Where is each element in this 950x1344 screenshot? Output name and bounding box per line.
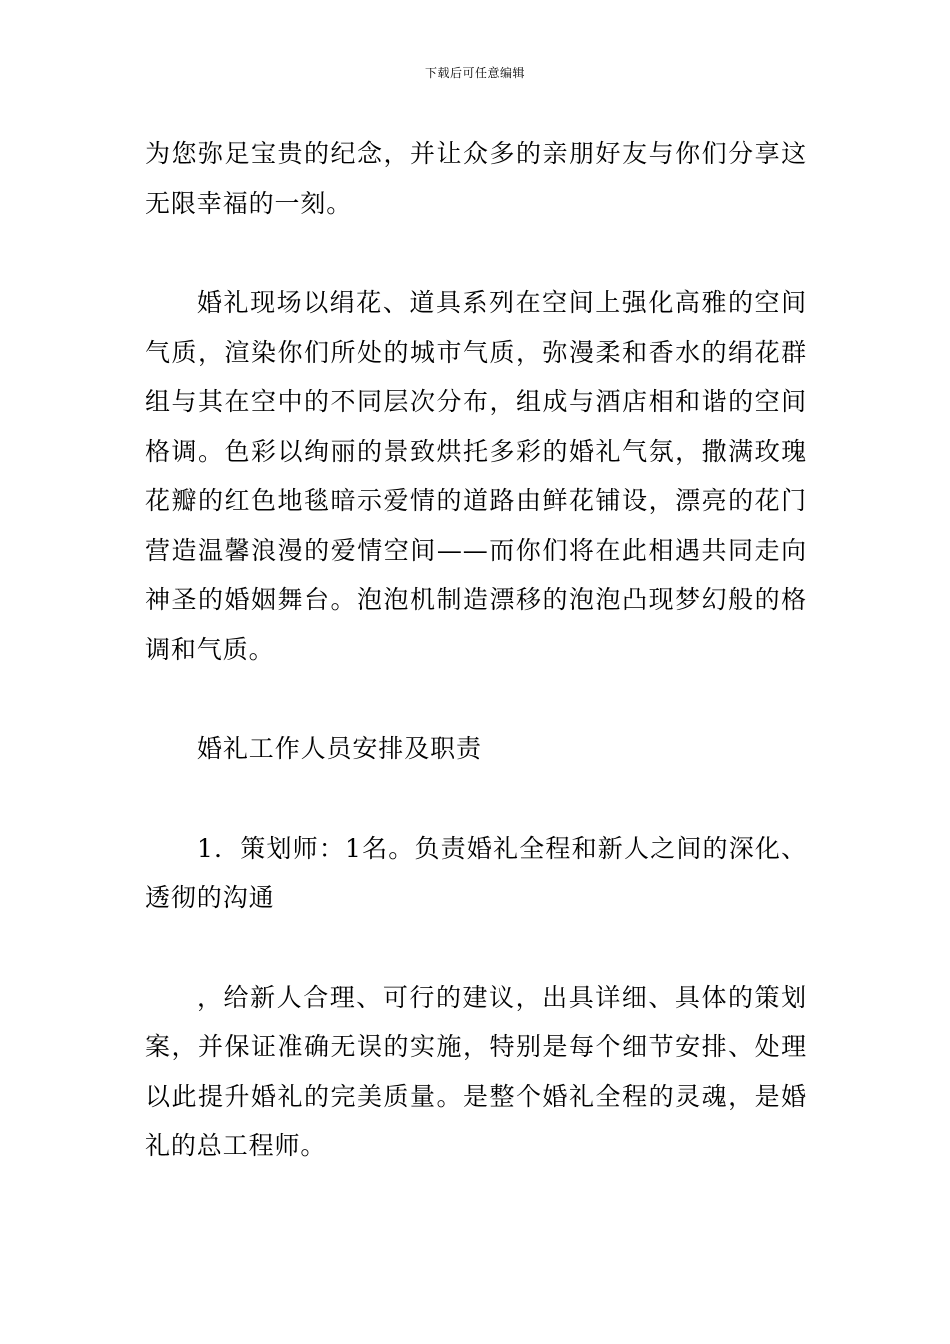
section-heading-staff: 婚礼工作人员安排及职责 (197, 734, 482, 763)
document-body (145, 129, 807, 1171)
paragraph-continuation: 为您弥足宝贵的纪念，并让众多的亲朋好友与你们分享这无限幸福的一刻。 (145, 139, 807, 218)
paragraph-planner-duties: ，给新人合理、可行的建议，出具详细、具体的策划案，并保证准确无误的实施，特别是每个细节安排、处理以此提升婚礼的完美质量。是整个婚礼全程的灵魂，是婚礼的总工程师。 (145, 982, 807, 1160)
paragraph-planner-item: 1．策划师：1名。负责婚礼全程和新人之间的深化、透彻的沟通 (145, 833, 807, 912)
page-header: 下载后可任意编辑 (424, 66, 525, 80)
paragraph-venue-decoration: 婚礼现场以绢花、道具系列在空间上强化高雅的空间气质，渲染你们所处的城市气质，弥漫柔和香水的绢花群组与其在空中的不同层次分布，组成与酒店相和谐的空间格调。色彩以绚丽的景致烘托多彩的婚礼气氛，撒满玫瑰花瓣的红色地毯暗示爱情的道路由鲜花铺设，漂亮的花门营造温馨浪漫的爱情空间——而你们将在此相遇共同走向神圣的婚姻舞台。泡泡机制造漂移的泡泡凸现梦幻般的格调和气质。 (145, 288, 807, 664)
